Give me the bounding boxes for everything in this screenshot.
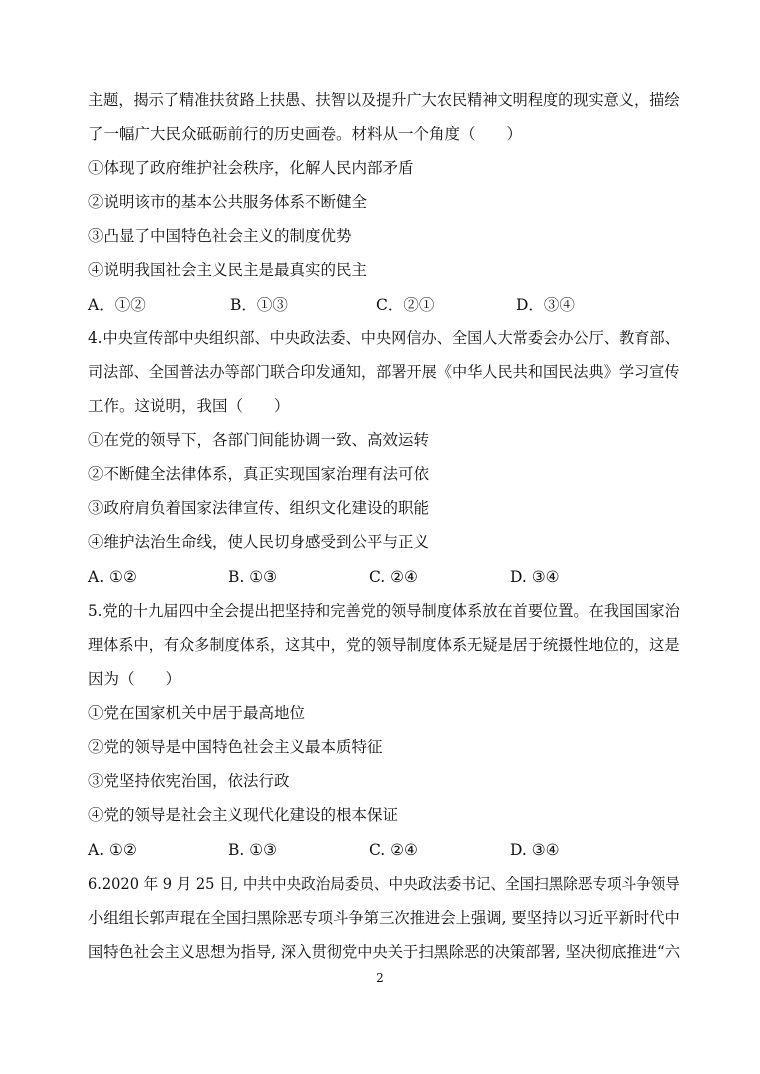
question-4-stem-line-1: 4.中央宣传部中央组织部、中央政法委、中央网信办、全国人大常委会办公厅、教育部、 bbox=[88, 329, 680, 347]
question-6-stem-line-1: 6.2020 年 9 月 25 日, 中共中央政治局委员、中央政法委书记、全国扫黑除恶专项斗争领导 bbox=[88, 875, 680, 893]
question-3-statement-4: ④说明我国社会主义民主是最真实的民主 bbox=[88, 261, 368, 279]
question-5-statement-1: ①党在国家机关中居于最高地位 bbox=[88, 704, 306, 722]
question-3-option-d: D．③④ bbox=[516, 296, 575, 314]
question-3-option-a: A．①② bbox=[88, 296, 146, 314]
question-6-stem-line-3: 国特色社会主义思想为指导, 深入贯彻党中央关于扫黑除恶的决策部署, 坚决彻底推进“六 bbox=[88, 943, 681, 961]
question-5-option-d: D. ③④ bbox=[510, 841, 560, 859]
page-number: 2 bbox=[376, 971, 384, 985]
question-3-stem-line-2: 了一幅广大民众砥砺前行的历史画卷。材料从一个角度（ ） bbox=[88, 125, 523, 143]
question-5-stem-line-1: 5.党的十九届四中全会提出把坚持和完善党的领导制度体系放在首要位置。在我国国家治 bbox=[88, 602, 680, 620]
question-4-stem-line-2: 司法部、全国普法办等部门联合印发通知，部署开展《中华人民共和国民法典》学习宣传 bbox=[88, 363, 680, 381]
question-5-stem-line-3: 因为（ ） bbox=[88, 670, 182, 688]
question-5-option-b: B. ①③ bbox=[228, 841, 278, 859]
question-4-statement-4: ④维护法治生命线，使人民切身感受到公平与正义 bbox=[88, 533, 430, 551]
question-3-statement-3: ③凸显了中国特色社会主义的制度优势 bbox=[88, 227, 352, 245]
question-4-option-b: B. ①③ bbox=[228, 568, 278, 586]
question-4-stem-line-3: 工作。这说明，我国（ ） bbox=[88, 397, 290, 415]
question-3-option-c: C．②① bbox=[376, 296, 435, 314]
question-4-statement-2: ②不断健全法律体系，真正实现国家治理有法可依 bbox=[88, 465, 430, 483]
question-5-statement-2: ②党的领导是中国特色社会主义最本质特征 bbox=[88, 738, 383, 756]
question-3-option-b: B．①③ bbox=[230, 296, 288, 314]
question-5-statement-3: ③党坚持依宪治国，依法行政 bbox=[88, 772, 290, 790]
question-3-statement-2: ②说明该市的基本公共服务体系不断健全 bbox=[88, 193, 368, 211]
question-6-stem-line-2: 小组组长郭声琨在全国扫黑除恶专项斗争第三次推进会上强调, 要坚持以习近平新时代中 bbox=[88, 909, 680, 927]
question-5-stem-line-2: 理体系中，有众多制度体系，这其中，党的领导制度体系无疑是居于统摄性地位的，这是 bbox=[88, 636, 680, 654]
question-4-option-a: A. ①② bbox=[88, 568, 137, 586]
question-5-statement-4: ④党的领导是社会主义现代化建设的根本保证 bbox=[88, 806, 399, 824]
question-4-statement-1: ①在党的领导下，各部门间能协调一致、高效运转 bbox=[88, 431, 430, 449]
question-4-option-c: C. ②④ bbox=[369, 568, 418, 586]
question-4-option-d: D. ③④ bbox=[510, 568, 560, 586]
question-3-stem-line-1: 主题，揭示了精准扶贫路上扶愚、扶智以及提升广大农民精神文明程度的现实意义，描绘 bbox=[88, 91, 680, 109]
question-5-option-c: C. ②④ bbox=[369, 841, 418, 859]
question-5-option-a: A. ①② bbox=[88, 841, 137, 859]
question-3-statement-1: ①体现了政府维护社会秩序，化解人民内部矛盾 bbox=[88, 159, 414, 177]
question-4-statement-3: ③政府肩负着国家法律宣传、组织文化建设的职能 bbox=[88, 499, 430, 517]
